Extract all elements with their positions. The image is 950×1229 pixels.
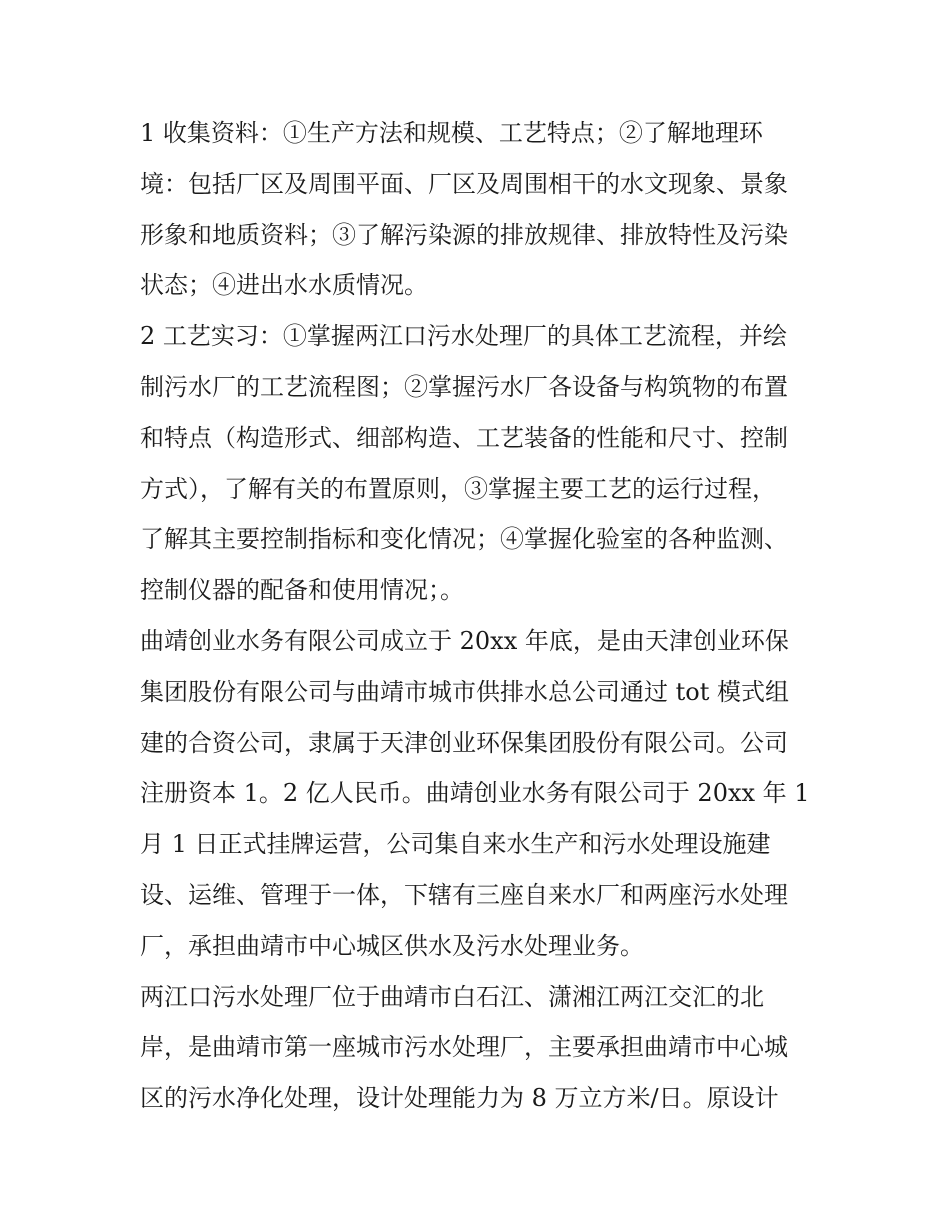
text-line: 曲靖创业水务有限公司成立于 20xx 年底，是由天津创业环保 bbox=[140, 626, 789, 655]
text-line: 状态；④进出水水质情况。 bbox=[140, 271, 428, 300]
text-line: 和特点（构造形式、细部构造、工艺装备的性能和尺寸、控制 bbox=[140, 423, 788, 452]
text-line: 厂，承担曲靖市中心城区供水及污水处理业务。 bbox=[140, 931, 644, 960]
text-line: 方式），了解有关的布置原则，③掌握主要工艺的运行过程， bbox=[140, 474, 776, 503]
text-line: 注册资本 1。2 亿人民币。曲靖创业水务有限公司于 20xx 年 1 bbox=[140, 779, 810, 808]
text-line: 2 工艺实习：①掌握两江口污水处理厂的具体工艺流程，并绘 bbox=[140, 322, 787, 351]
text-line: 制污水厂的工艺流程图；②掌握污水厂各设备与构筑物的布置 bbox=[140, 372, 788, 401]
text-line: 两江口污水处理厂位于曲靖市白石江、潇湘江两江交汇的北 bbox=[140, 982, 764, 1011]
document-body bbox=[140, 108, 820, 1124]
text-line: 设、运维、管理于一体，下辖有三座自来水厂和两座污水处理 bbox=[140, 880, 788, 909]
text-line: 境：包括厂区及周围平面、厂区及周围相干的水文现象、景象 bbox=[140, 169, 788, 198]
text-line: 集团股份有限公司与曲靖市城市供排水总公司通过 tot 模式组 bbox=[140, 677, 789, 706]
text-line: 控制仪器的配备和使用情况；。 bbox=[140, 576, 464, 605]
text-line: 区的污水净化处理，设计处理能力为 8 万立方米/日。原设计 bbox=[140, 1084, 779, 1113]
text-line: 了解其主要控制指标和变化情况；④掌握化验室的各种监测、 bbox=[140, 525, 788, 554]
text-line: 1 收集资料：①生产方法和规模、工艺特点；②了解地理环 bbox=[140, 119, 763, 147]
text-line: 形象和地质资料；③了解污染源的排放规律、排放特性及污染 bbox=[140, 220, 788, 249]
text-line: 建的合资公司，隶属于天津创业环保集团股份有限公司。公司 bbox=[140, 728, 788, 757]
text-line: 月 1 日正式挂牌运营，公司集自来水生产和污水处理设施建 bbox=[140, 830, 771, 859]
text-line: 岸，是曲靖市第一座城市污水处理厂，主要承担曲靖市中心城 bbox=[140, 1033, 788, 1062]
